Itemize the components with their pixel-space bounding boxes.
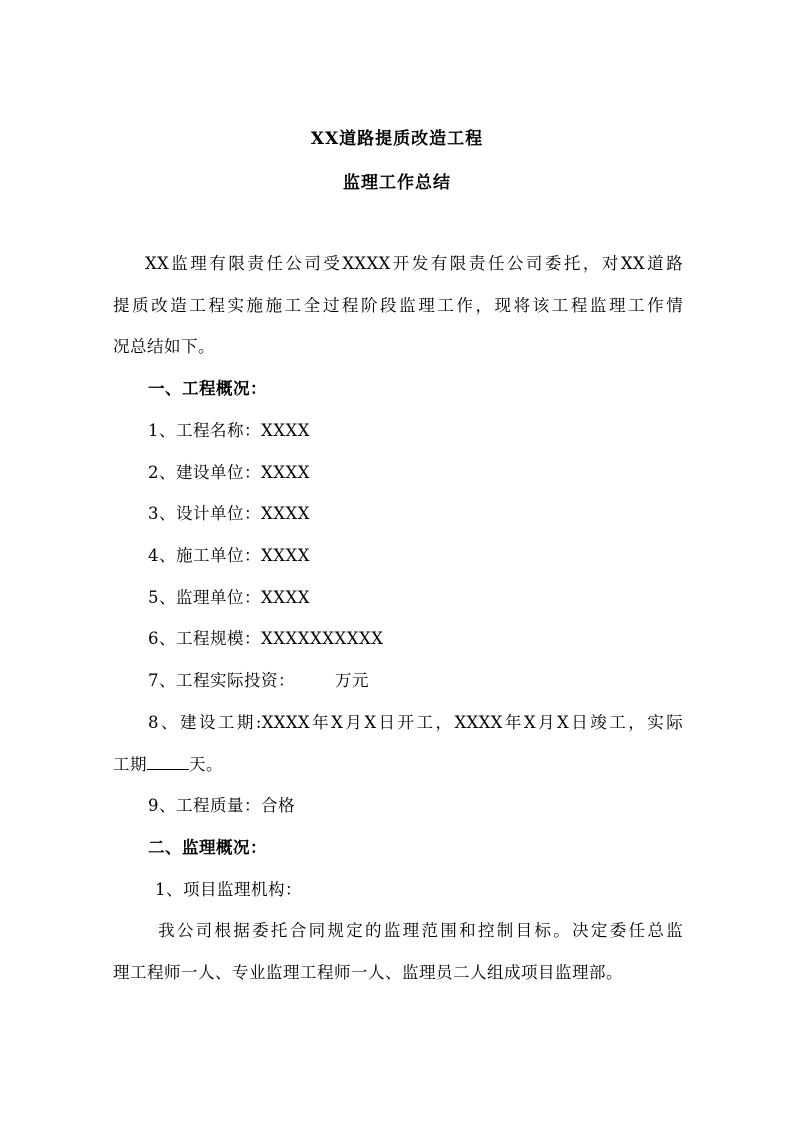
- intro-line-2: 提质改造工程实施施工全过程阶段监理工作，现将该工程监理工作情: [113, 296, 683, 315]
- duration-suffix: 天。: [189, 755, 223, 774]
- overview-item-6: 6、工程规模：XXXXXXXXXX: [148, 629, 384, 648]
- overview-item-8-line-1: 8、建设工期:XXXX年X月X日开工，XXXX年X月X日竣工，实际: [148, 713, 683, 732]
- investment-unit: 万元: [335, 671, 369, 690]
- overview-item-1: 1、工程名称：XXXX: [148, 421, 310, 440]
- section-2-heading: 二、监理概况：: [148, 838, 267, 857]
- supervision-para-line-1: 我公司根据委托合同规定的监理范围和控制目标。决定委任总监: [158, 921, 683, 940]
- overview-item-5: 5、监理单位：XXXX: [148, 588, 310, 607]
- overview-item-4: 4、施工单位：XXXX: [148, 546, 310, 565]
- supervision-para-line-2: 理工程师一人、专业监理工程师一人、监理员二人组成项目监理部。: [113, 963, 623, 982]
- document-subtitle: 监理工作总结: [343, 173, 451, 193]
- overview-item-3: 3、设计单位：XXXX: [148, 504, 310, 523]
- overview-item-8-line-2: [113, 751, 223, 775]
- duration-blank: [147, 755, 189, 770]
- overview-item-2: 2、建设单位：XXXX: [148, 463, 310, 482]
- intro-line-1: XX监理有限责任公司受XXXX开发有限责任公司委托，对XX道路: [145, 254, 683, 273]
- section-1-heading: 一、工程概况：: [148, 379, 267, 398]
- overview-item-9: 9、工程质量：合格: [148, 796, 295, 815]
- investment-label: 7、工程实际投资：: [148, 671, 295, 690]
- duration-prefix: 工期: [113, 755, 147, 774]
- intro-line-3: 况总结如下。: [113, 337, 215, 356]
- supervision-sub-1: 1、项目监理机构：: [155, 880, 302, 899]
- document-title: XX道路提质改造工程: [310, 129, 484, 149]
- overview-item-7: [148, 667, 369, 691]
